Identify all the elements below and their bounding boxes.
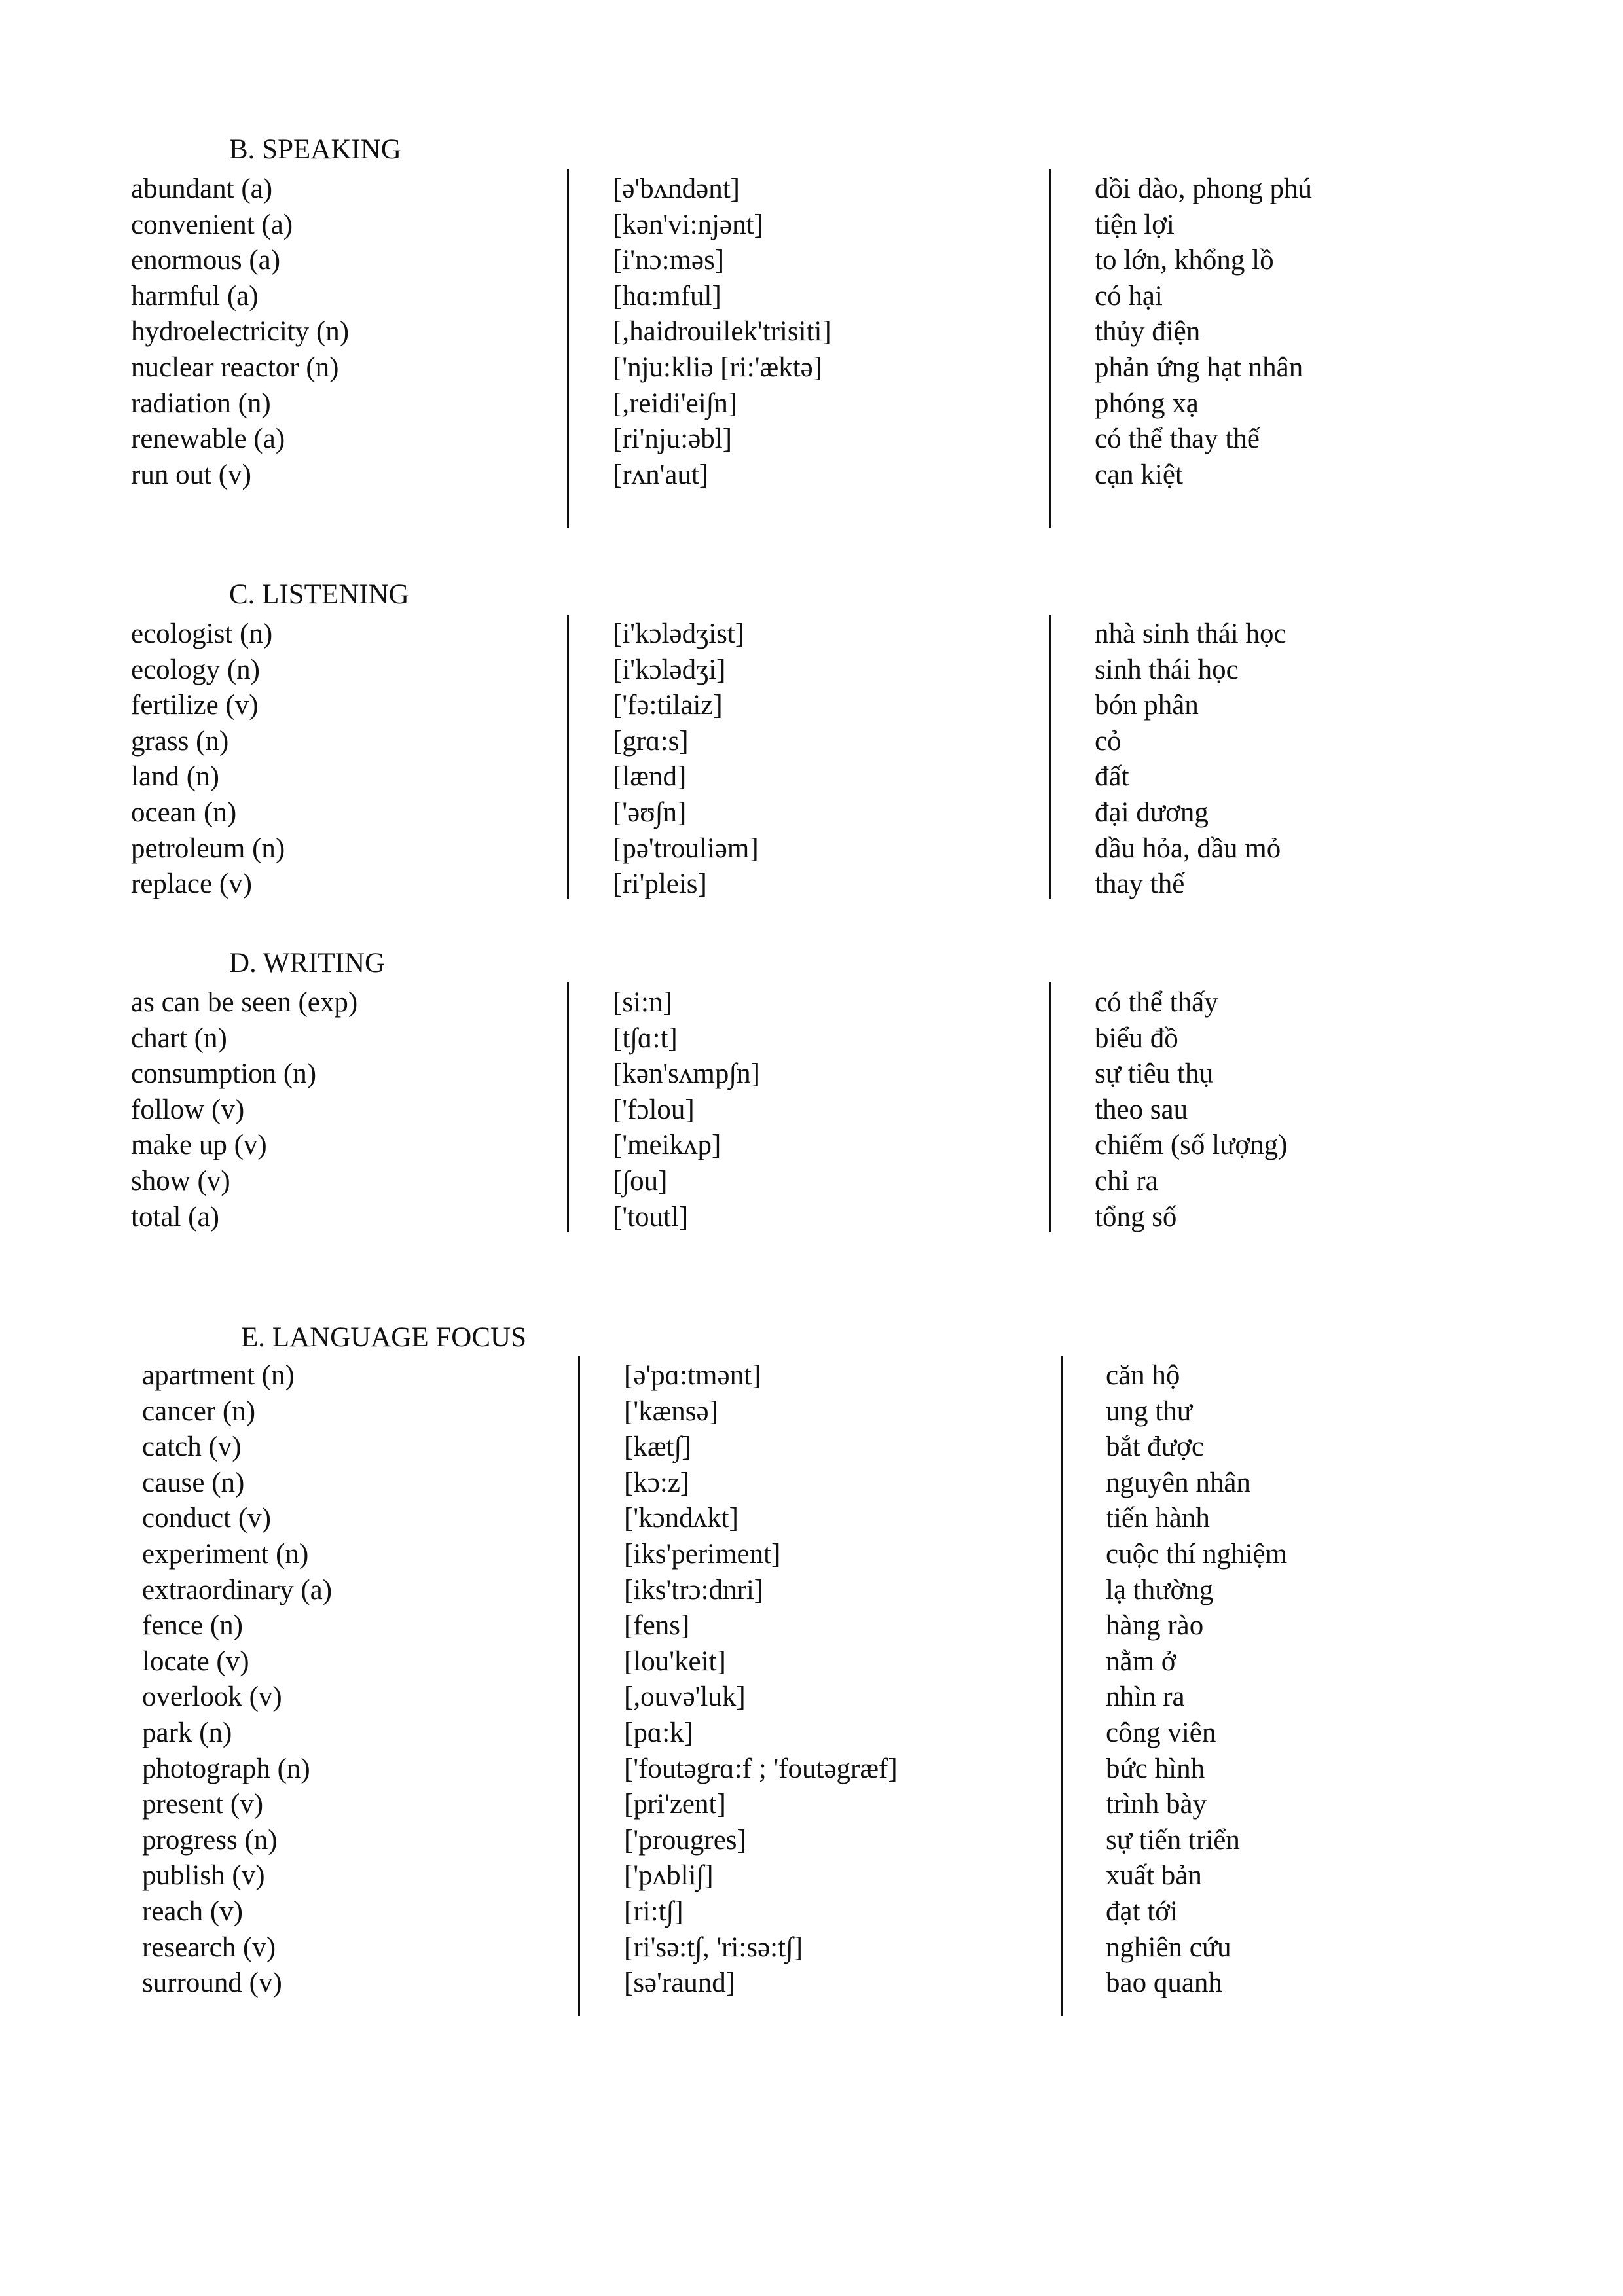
pronunciation: [pri'zent] — [624, 1789, 726, 1820]
meaning: công viên — [1106, 1717, 1216, 1748]
meaning: thay thế — [1095, 869, 1185, 900]
pronunciation: ['fə:tilaiz] — [613, 690, 723, 721]
meaning: đạt tới — [1106, 1895, 1178, 1927]
pronunciation: [kɔ:z] — [624, 1467, 690, 1498]
pronunciation: [ə'pɑ:tmənt] — [624, 1360, 761, 1391]
meaning: nhìn ra — [1106, 1681, 1185, 1713]
meaning: lạ thường — [1106, 1574, 1214, 1605]
pronunciation: [kæt∫] — [624, 1431, 691, 1463]
meaning: tiện lợi — [1095, 209, 1175, 240]
vocab-row — [0, 688, 1623, 724]
word: experiment (n) — [142, 1538, 309, 1570]
meaning: có thể thay thế — [1095, 423, 1260, 455]
word: abundant (a) — [131, 173, 273, 204]
word: ecologist (n) — [131, 619, 273, 649]
word: ecology (n) — [131, 654, 261, 685]
meaning: chiếm (số lượng) — [1095, 1130, 1288, 1161]
word: fence (n) — [142, 1610, 243, 1641]
word: catch (v) — [142, 1431, 242, 1463]
vocab-row — [0, 171, 1623, 207]
vocab-row — [0, 1858, 1623, 1894]
vocab-row — [0, 1200, 1623, 1236]
vocab-list — [0, 1358, 1623, 2001]
word: harmful (a) — [131, 280, 259, 312]
word: reach (v) — [142, 1895, 243, 1927]
meaning: thủy điện — [1095, 316, 1201, 348]
pronunciation: [kən'sʌmp∫n] — [613, 1058, 760, 1090]
word: show (v) — [131, 1165, 230, 1196]
meaning: sinh thái học — [1095, 654, 1239, 685]
pronunciation: [,ouvə'luk] — [624, 1681, 746, 1713]
pronunciation: [t∫ɑ:t] — [613, 1022, 678, 1054]
pronunciation: ['kɔndʌkt] — [624, 1503, 739, 1534]
vocab-row — [0, 1501, 1623, 1537]
pronunciation: [si:n] — [613, 987, 672, 1018]
pronunciation: [ri'nju:əbl] — [613, 423, 733, 455]
word: research (v) — [142, 1931, 276, 1963]
pronunciation: [iks'periment] — [624, 1538, 781, 1570]
vocab-row — [0, 1608, 1623, 1644]
meaning: căn hộ — [1106, 1360, 1180, 1391]
vocab-list — [0, 171, 1623, 493]
meaning: bắt được — [1106, 1431, 1204, 1463]
word: land (n) — [131, 761, 219, 793]
word: renewable (a) — [131, 423, 285, 455]
word: nuclear reactor (n) — [131, 351, 339, 383]
word: chart (n) — [131, 1022, 227, 1054]
vocab-row — [0, 1679, 1623, 1715]
word: consumption (n) — [131, 1058, 317, 1090]
word: surround (v) — [142, 1967, 282, 1999]
vocab-row — [0, 1021, 1623, 1057]
meaning: dồi dào, phong phú — [1095, 173, 1313, 204]
word: cancer (n) — [142, 1395, 256, 1427]
word: follow (v) — [131, 1094, 245, 1125]
meaning: bón phân — [1095, 690, 1199, 721]
pronunciation: [,reidi'ei∫n] — [613, 387, 738, 419]
word: replace (v) — [131, 869, 252, 900]
meaning: có hại — [1095, 280, 1163, 312]
pronunciation: ['nju:kliə [ri:'æktə] — [613, 351, 823, 383]
word: cause (n) — [142, 1467, 245, 1498]
pronunciation: [pə'trouliəm] — [613, 833, 759, 864]
meaning: nhà sinh thái học — [1095, 619, 1286, 649]
word: as can be seen (exp) — [131, 987, 358, 1018]
meaning: tiến hành — [1106, 1503, 1210, 1534]
word: conduct (v) — [142, 1503, 272, 1534]
section-heading: D. WRITING — [229, 948, 386, 978]
pronunciation: ['kænsə] — [624, 1395, 718, 1427]
meaning: bức hình — [1106, 1753, 1205, 1784]
meaning: bao quanh — [1106, 1967, 1222, 1999]
meaning: to lớn, khổng lồ — [1095, 245, 1274, 276]
vocab-row — [0, 1465, 1623, 1501]
meaning: cỏ — [1095, 725, 1122, 757]
pronunciation: [ri'sə:t∫, 'ri:sə:t∫] — [624, 1931, 803, 1963]
vocab-row — [0, 1164, 1623, 1200]
vocab-row — [0, 1965, 1623, 2001]
meaning: nguyên nhân — [1106, 1467, 1250, 1498]
meaning: nằm ở — [1106, 1645, 1176, 1677]
vocab-row — [0, 1823, 1623, 1859]
vocab-row — [0, 985, 1623, 1021]
vocab-row — [0, 617, 1623, 653]
pronunciation: ['meikʌp] — [613, 1130, 721, 1161]
meaning: xuất bản — [1106, 1860, 1202, 1892]
word: ocean (n) — [131, 797, 237, 828]
pronunciation: [grɑ:s] — [613, 725, 689, 757]
vocab-row — [0, 1930, 1623, 1966]
vocab-row — [0, 207, 1623, 243]
word: apartment (n) — [142, 1360, 295, 1391]
word: enormous (a) — [131, 245, 281, 276]
pronunciation: ['toutl] — [613, 1201, 689, 1232]
word: fertilize (v) — [131, 690, 259, 721]
word: photograph (n) — [142, 1753, 310, 1784]
section-heading: C. LISTENING — [229, 579, 409, 610]
pronunciation: [fens] — [624, 1610, 690, 1641]
vocab-row — [0, 1787, 1623, 1823]
word: locate (v) — [142, 1645, 249, 1677]
meaning: có thể thấy — [1095, 987, 1218, 1018]
meaning: cuộc thí nghiệm — [1106, 1538, 1288, 1570]
word: publish (v) — [142, 1860, 265, 1892]
pronunciation: [hɑ:mful] — [613, 280, 721, 312]
word: hydroelectricity (n) — [131, 316, 350, 348]
vocab-row — [0, 1537, 1623, 1573]
meaning: dầu hỏa, dầu mỏ — [1095, 833, 1281, 864]
vocab-row — [0, 653, 1623, 689]
vocab-row — [0, 1092, 1623, 1128]
pronunciation: [ə'bʌndənt] — [613, 173, 740, 204]
pronunciation: [lænd] — [613, 761, 687, 793]
vocab-row — [0, 1894, 1623, 1930]
vocab-row — [0, 314, 1623, 350]
pronunciation: [kən'vi:njənt] — [613, 209, 763, 240]
word: present (v) — [142, 1789, 264, 1820]
vocab-row — [0, 422, 1623, 457]
pronunciation: [sə'raund] — [624, 1967, 736, 1999]
meaning: trình bày — [1106, 1789, 1207, 1820]
vocab-row — [0, 386, 1623, 422]
vocab-row — [0, 867, 1623, 903]
word: convenient (a) — [131, 209, 293, 240]
word: extraordinary (a) — [142, 1574, 333, 1605]
meaning: chỉ ra — [1095, 1165, 1158, 1196]
pronunciation: [lou'keit] — [624, 1645, 726, 1677]
pronunciation: ['prougres] — [624, 1824, 746, 1856]
section-heading: E. LANGUAGE FOCUS — [241, 1322, 526, 1353]
meaning: nghiên cứu — [1106, 1931, 1231, 1963]
word: total (a) — [131, 1201, 219, 1232]
word: progress (n) — [142, 1824, 278, 1856]
vocab-list — [0, 617, 1623, 903]
vocab-row — [0, 457, 1623, 493]
pronunciation: ['əʊ∫n] — [613, 797, 687, 828]
vocab-row — [0, 1358, 1623, 1394]
pronunciation: [i'kɔlədʒist] — [613, 619, 745, 649]
word: run out (v) — [131, 459, 251, 490]
vocab-row — [0, 795, 1623, 831]
pronunciation: [pɑ:k] — [624, 1717, 694, 1748]
meaning: hàng rào — [1106, 1610, 1204, 1641]
meaning: sự tiến triển — [1106, 1824, 1240, 1856]
vocab-row — [0, 1429, 1623, 1465]
meaning: cạn kiệt — [1095, 459, 1183, 490]
pronunciation: [i'kɔlədʒi] — [613, 654, 726, 685]
pronunciation: [i'nɔ:məs] — [613, 245, 725, 276]
pronunciation: [rʌn'aut] — [613, 459, 709, 490]
vocab-row — [0, 831, 1623, 867]
meaning: đại dương — [1095, 797, 1209, 828]
vocab-row — [0, 243, 1623, 279]
vocab-row — [0, 1573, 1623, 1609]
vocab-row — [0, 759, 1623, 795]
meaning: phản ứng hạt nhân — [1095, 351, 1304, 383]
meaning: sự tiêu thụ — [1095, 1058, 1213, 1090]
meaning: đất — [1095, 761, 1129, 793]
word: make up (v) — [131, 1130, 267, 1161]
vocab-row — [0, 1128, 1623, 1164]
vocab-list — [0, 985, 1623, 1235]
pronunciation: [iks'trɔ:dnri] — [624, 1574, 764, 1605]
pronunciation: ['fɔlou] — [613, 1094, 695, 1125]
vocab-row — [0, 1056, 1623, 1092]
word: petroleum (n) — [131, 833, 285, 864]
vocab-row — [0, 1715, 1623, 1751]
word: radiation (n) — [131, 387, 271, 419]
vocab-row — [0, 1394, 1623, 1430]
meaning: phóng xạ — [1095, 387, 1199, 419]
vocab-row — [0, 279, 1623, 315]
pronunciation: [,haidrouilek'trisiti] — [613, 316, 831, 348]
word: park (n) — [142, 1717, 232, 1748]
meaning: ung thư — [1106, 1395, 1193, 1427]
section-heading: B. SPEAKING — [229, 134, 401, 165]
pronunciation: [ri:t∫] — [624, 1895, 684, 1927]
word: overlook (v) — [142, 1681, 282, 1713]
pronunciation: [ri'pleis] — [613, 869, 707, 900]
pronunciation: ['foutəgrɑ:f ; 'foutəgræf] — [624, 1753, 898, 1784]
pronunciation: [∫ou] — [613, 1165, 668, 1196]
meaning: theo sau — [1095, 1094, 1188, 1125]
vocab-row — [0, 724, 1623, 760]
word: grass (n) — [131, 725, 229, 757]
meaning: biểu đồ — [1095, 1022, 1178, 1054]
pronunciation: ['pʌbli∫] — [624, 1860, 714, 1892]
vocab-row — [0, 1751, 1623, 1787]
vocab-row — [0, 350, 1623, 386]
meaning: tổng số — [1095, 1201, 1177, 1232]
vocab-row — [0, 1644, 1623, 1680]
